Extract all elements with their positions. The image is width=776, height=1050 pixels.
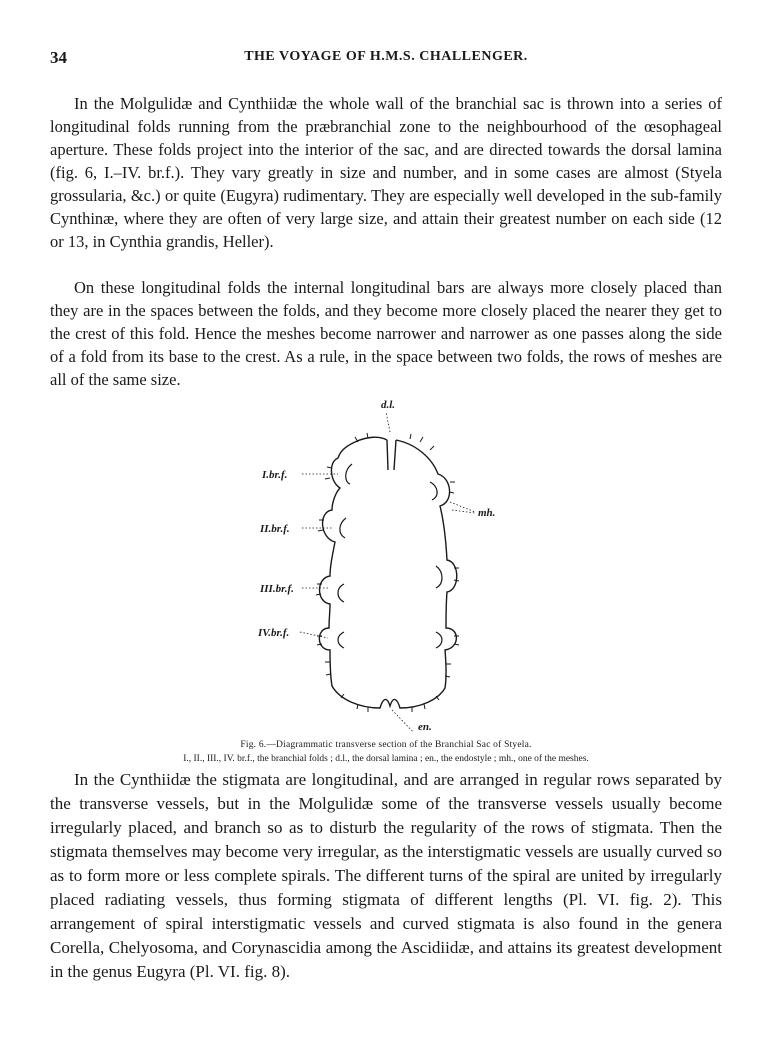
label-fold-2: II.br.f.	[260, 523, 290, 535]
label-fold-1: I.br.f.	[262, 469, 288, 481]
fold-4-left	[338, 632, 344, 648]
paragraph-folds: In the Molgulidæ and Cynthiidæ the whole wall of the branchial sac is thrown into a series of longitudinal folds running from the præbranchial zone to the neighbourhood of the œsophageal aperture. These folds project into the interior of the sac, and are directed towards the dorsal lamina (fig. 6, I.–IV. br.f.). They vary greatly in size and number, and in some cases are almost (Styela grossularia, &c.) or quite (Eugyra) rudimentary. They are especially well developed in the sub-family Cynthinæ, where they are often of very large size, and attain their greatest number on each side (12 or 13, in Cynthia grandis, Heller).	[50, 94, 722, 251]
label-fold-4: IV.br.f.	[258, 627, 290, 639]
sac-outline	[319, 437, 456, 708]
fold-1-right	[430, 482, 437, 500]
fold-3-right	[436, 632, 442, 648]
figure-caption-legend: I., II., III., IV. br.f., the branchial folds ; d.l., the dorsal lamina ; en., the endostyle ; mh., one of the meshes.	[183, 754, 589, 764]
label-fold-3: III.br.f.	[260, 583, 294, 595]
fold-1-left	[346, 464, 352, 484]
page-number: 34	[50, 48, 67, 67]
label-dorsal-lamina: d.l.	[380, 399, 396, 411]
label-mesh: mh.	[478, 507, 496, 519]
page-header	[50, 48, 722, 70]
figure-6-branchial-sac	[240, 392, 540, 732]
vessel-ticks	[316, 433, 459, 712]
branchial-folds	[338, 464, 442, 648]
branchial-sac-diagram	[240, 392, 540, 732]
paragraph-meshes: On these longitudinal folds the internal longitudinal bars are always more closely placed than they are in the spaces between the folds, and they become more closely placed the nearer they get to the crest of this fold. Hence the meshes become narrower and narrower as one passes along the side of a fold from its base to the crest. As a rule, in the space between two folds, the rows of meshes are all of the same size.	[50, 278, 722, 389]
figure-caption-title: Fig. 6.—Diagrammatic transverse section of the Branchial Sac of Styela.	[240, 740, 532, 750]
fold-2-right	[436, 566, 442, 588]
fold-2-left	[340, 518, 346, 538]
paragraph-stigmata: In the Cynthiidæ the stigmata are longitudinal, and are arranged in regular rows separated by the transverse vessels, but in the Molgulidæ some of the transverse vessels usually become irregularly placed, and branch so as to disturb the regularity of the rows of stigmata. Then the stigmata themselves may become very irregular, as the interstigmatic vessels are usually curved so as to form more or less complete spirals. The different turns of the spiral are united by irregularly placed radiating vessels, thus forming stigmata of different lengths (Pl. VI. fig. 2). This arrangement of spiral interstigmatic vessels and curved stigmata is also found in the genera Corella, Chelyosoma, and Corynascidia among the Ascidiidæ, and attains its greatest development in the genus Eugyra (Pl. VI. fig. 8).	[50, 770, 722, 981]
fold-3-left	[338, 584, 344, 602]
running-title: THE VOYAGE OF H.M.S. CHALLENGER.	[244, 49, 528, 64]
label-endostyle: en.	[418, 721, 432, 732]
